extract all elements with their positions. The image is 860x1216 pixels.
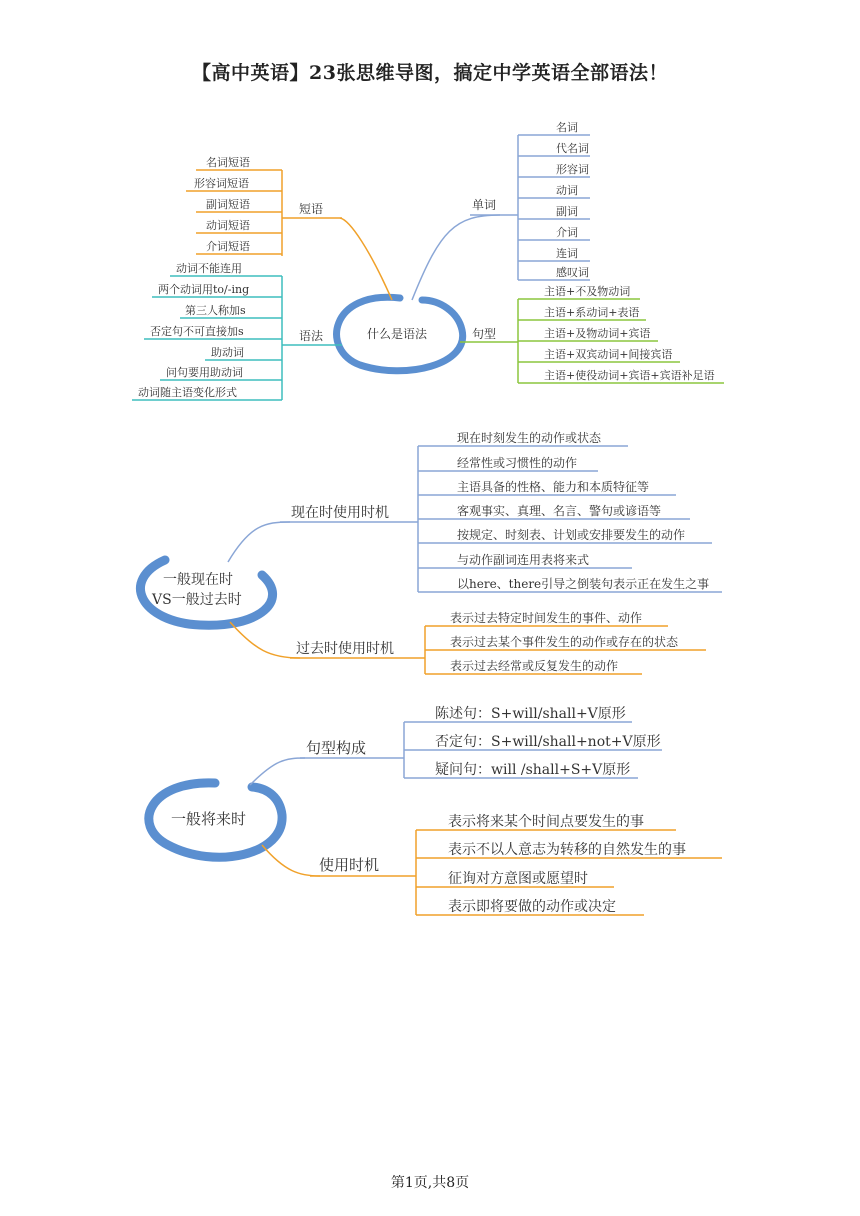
phrase-item: 介词短语 — [206, 240, 250, 253]
word-item: 动词 — [556, 184, 578, 197]
present-item: 客观事实、真理、名言、警句或谚语等 — [457, 504, 662, 518]
map2-center-line2: VS一般过去时 — [152, 592, 242, 608]
usage-item: 表示将来某个时间点要发生的事 — [448, 814, 644, 830]
pattern-item: 主语+及物动词+宾语 — [544, 327, 651, 340]
present-item: 经常性或习惯性的动作 — [457, 456, 578, 470]
word-item: 介词 — [556, 226, 578, 239]
word-item: 代名词 — [556, 142, 589, 155]
word-item: 连词 — [556, 247, 578, 260]
map2-past-label: 过去时使用时机 — [296, 641, 394, 657]
past-item: 表示过去特定时间发生的事件、动作 — [450, 611, 643, 625]
present-item: 现在时刻发生的动作或状态 — [457, 431, 602, 445]
mindmap-present-vs-past — [0, 420, 860, 690]
grammar-item: 第三人称加s — [185, 304, 246, 317]
word-item: 名词 — [556, 121, 578, 134]
map1-phrases-label: 短语 — [299, 202, 324, 216]
present-item: 主语具备的性格、能力和本质特征等 — [457, 480, 650, 494]
map3-structure-label: 句型构成 — [306, 739, 367, 757]
present-item: 按规定、时刻表、计划或安排要发生的动作 — [457, 528, 686, 542]
grammar-item: 动词不能连用 — [176, 262, 242, 275]
usage-item: 表示即将要做的动作或决定 — [448, 899, 616, 915]
map2-center-node — [140, 560, 272, 625]
pattern-item: 主语+使役动词+宾语+宾语补足语 — [544, 369, 715, 382]
mindmap-what-is-grammar — [0, 110, 860, 410]
past-item: 表示过去经常或反复发生的动作 — [450, 659, 619, 673]
usage-item: 表示不以人意志为转移的自然发生的事 — [448, 842, 686, 858]
map1-words-label: 单词 — [472, 198, 497, 212]
grammar-item: 两个动词用to/-ing — [158, 283, 250, 296]
page-footer: 第1页,共8页 — [390, 1175, 470, 1191]
pattern-item: 主语+双宾动词+间接宾语 — [544, 348, 673, 361]
map2-present-label: 现在时使用时机 — [291, 505, 389, 521]
pattern-item: 主语+不及物动词 — [544, 285, 631, 298]
phrase-item: 形容词短语 — [194, 177, 249, 190]
phrase-item: 名词短语 — [206, 156, 250, 169]
map3-usage-label: 使用时机 — [319, 856, 380, 874]
phrase-item: 副词短语 — [206, 198, 250, 211]
phrase-item: 动词短语 — [206, 219, 250, 232]
map1-center-label: 什么是语法 — [367, 327, 428, 341]
map1-patterns-label: 句型 — [472, 327, 497, 341]
present-item: 与动作副词连用表将来式 — [457, 553, 590, 567]
pattern-item: 主语+系动词+表语 — [544, 306, 640, 319]
word-item: 感叹词 — [556, 266, 589, 279]
map3-center-label: 一般将来时 — [171, 810, 247, 828]
map2-center-line1: 一般现在时 — [163, 572, 233, 588]
structure-item: 疑问句：will /shall+S+V原形 — [435, 762, 631, 778]
grammar-item: 问句要用助动词 — [166, 366, 243, 379]
map1-center-node — [337, 297, 463, 371]
usage-item: 征询对方意图或愿望时 — [448, 871, 588, 887]
page-title: 【高中英语】23张思维导图，搞定中学英语全部语法！ — [192, 62, 668, 84]
map1-grammar-label: 语法 — [299, 329, 324, 343]
grammar-item: 助动词 — [211, 346, 244, 359]
present-item: 以here、there引导之倒装句表示正在发生之事 — [457, 577, 710, 591]
grammar-item: 否定句不可直接加s — [150, 325, 244, 338]
structure-item: 陈述句：S+will/shall+V原形 — [435, 706, 626, 722]
mindmap-future-tense — [0, 695, 860, 935]
past-item: 表示过去某个事件发生的动作或存在的状态 — [450, 635, 679, 649]
word-item: 副词 — [556, 205, 578, 218]
word-item: 形容词 — [556, 163, 589, 176]
structure-item: 否定句：S+will/shall+not+V原形 — [435, 734, 661, 750]
grammar-item: 动词随主语变化形式 — [138, 386, 237, 399]
